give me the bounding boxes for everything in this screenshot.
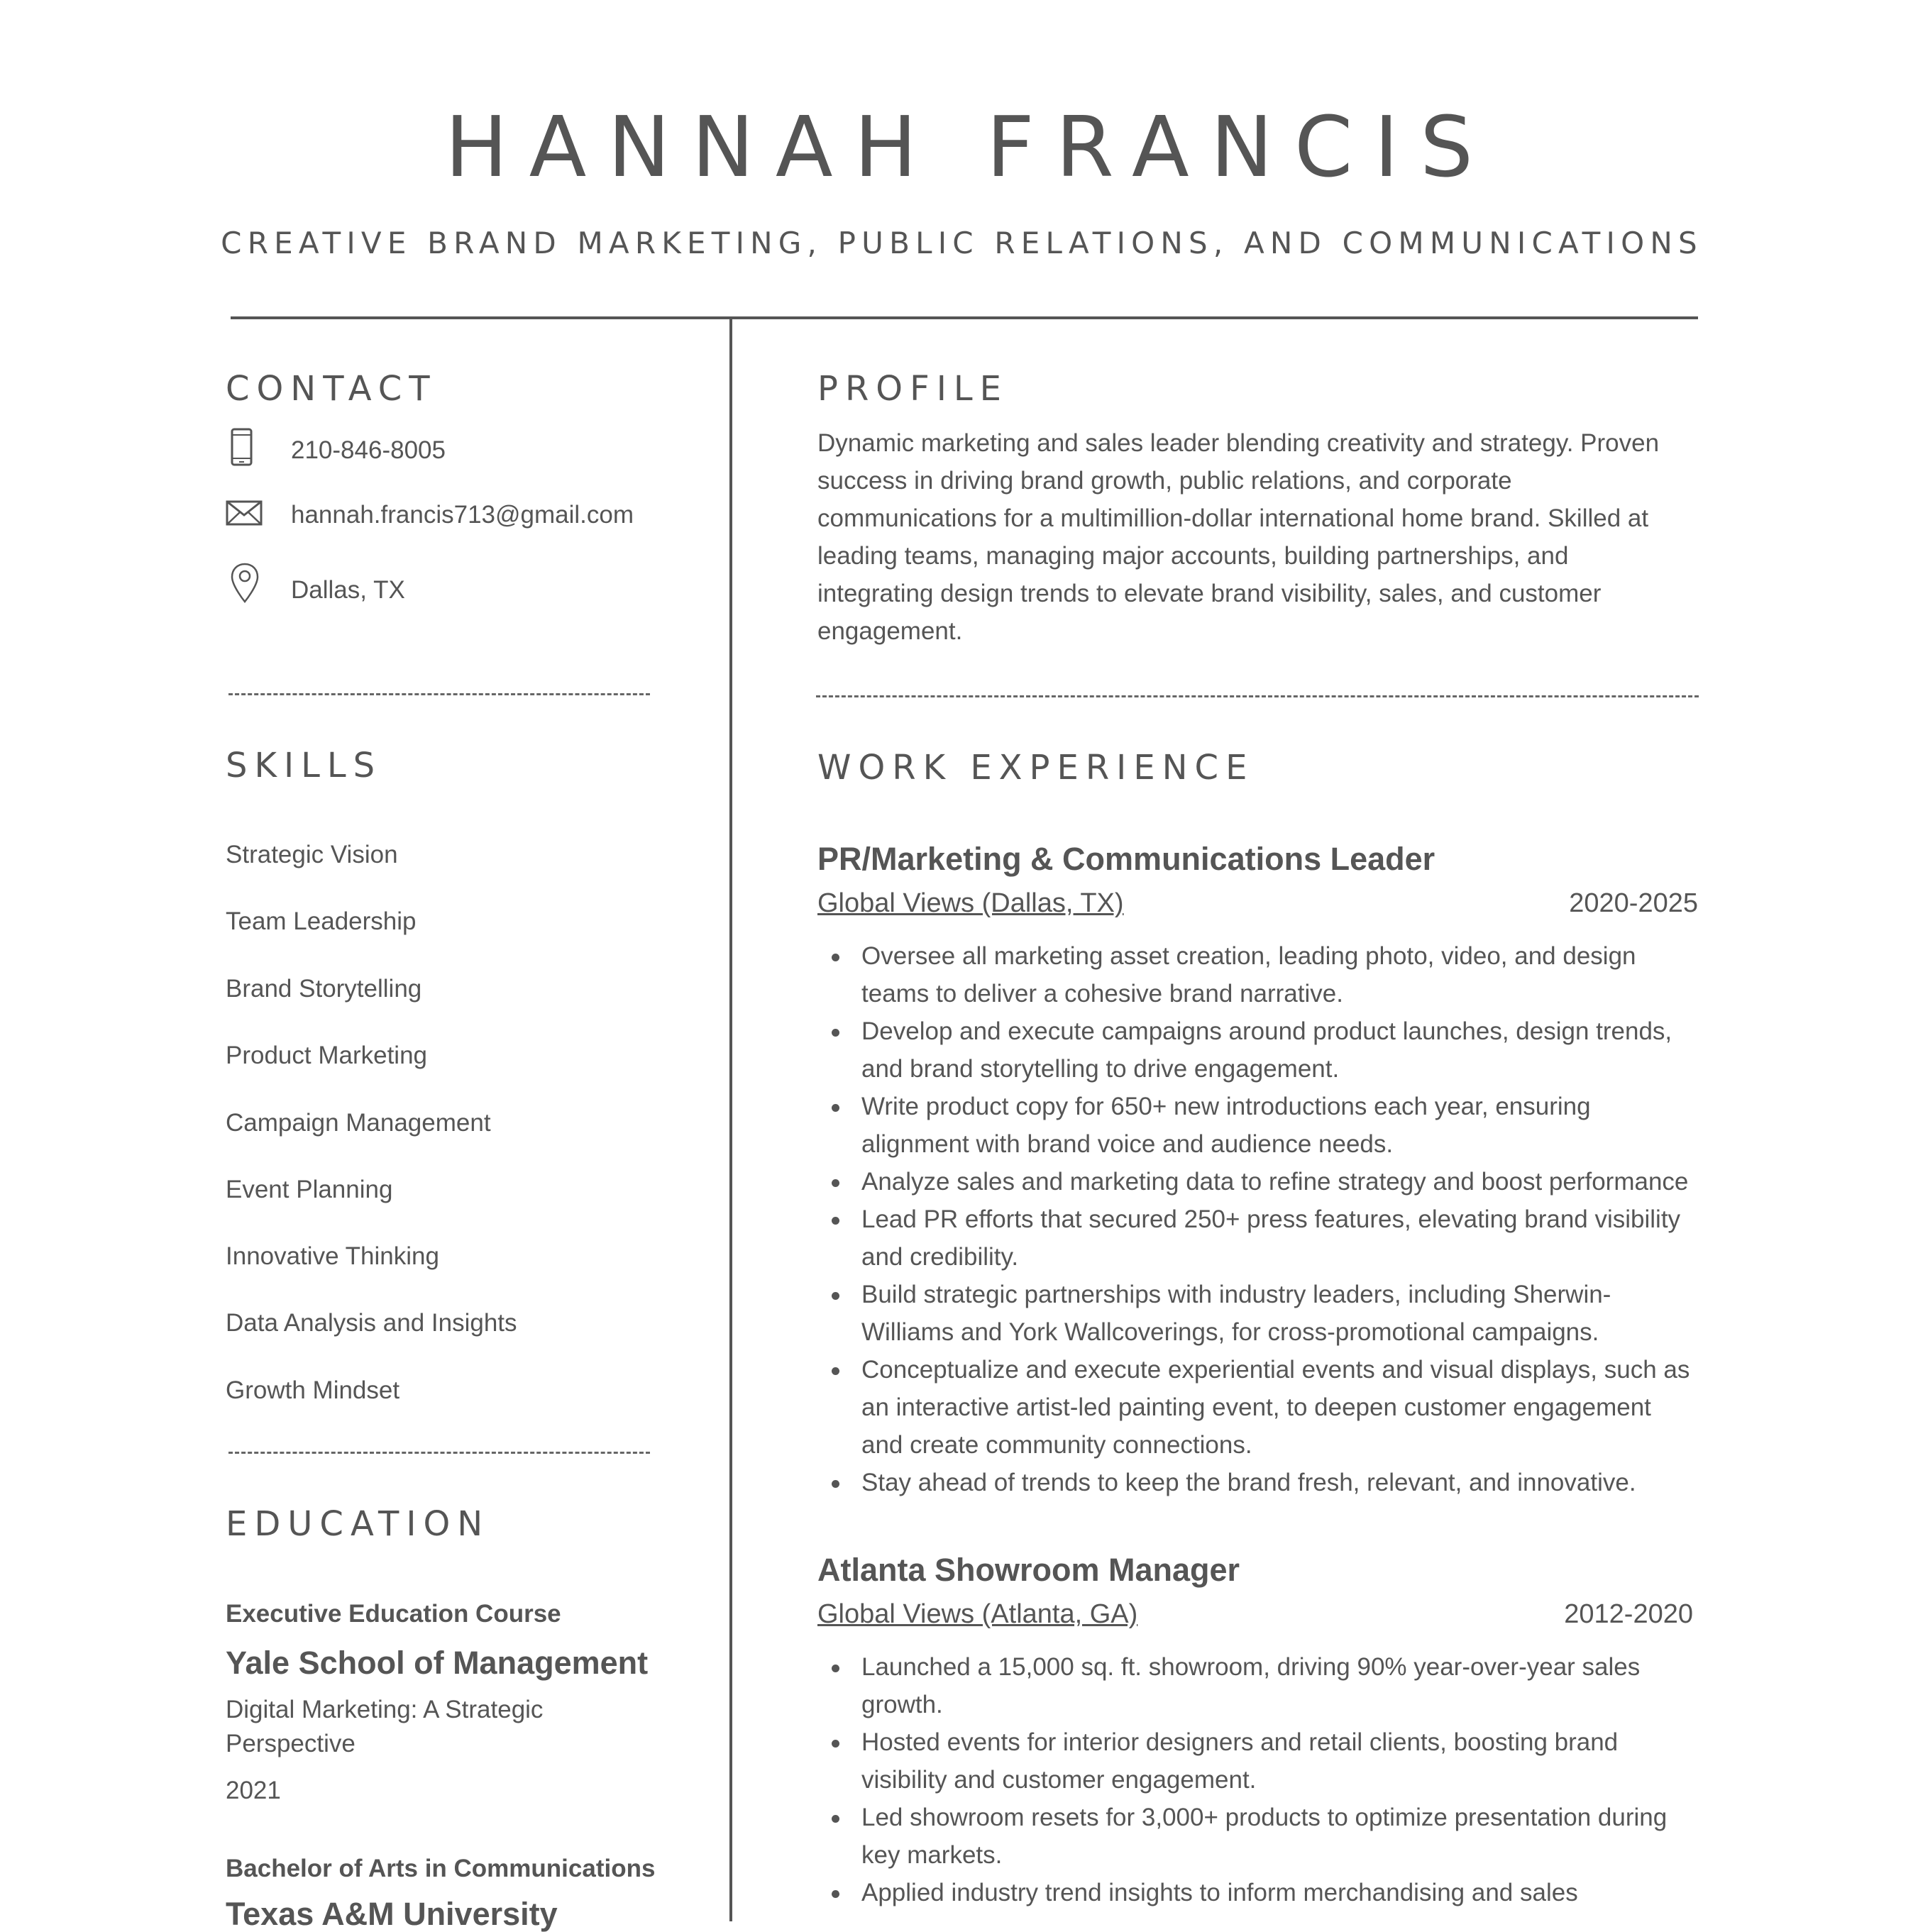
job-title: PR/Marketing & Communications Leader [817, 841, 1435, 877]
profile-line: success in driving brand growth, public relations, and corporate [817, 467, 1512, 495]
bullet-line: Oversee all marketing asset creation, leading photo, video, and design [861, 942, 1636, 970]
column-divider [729, 318, 732, 1921]
bullet-line: Analyze sales and marketing data to refine strategy and boost performance [861, 1168, 1689, 1196]
education-program-line: Perspective [226, 1730, 356, 1757]
skill-item: Growth Mindset [226, 1376, 400, 1404]
bullet-line: Develop and execute campaigns around product launches, design trends, [861, 1017, 1672, 1045]
bullet-line: Launched a 15,000 sq. ft. showroom, driving 90% year-over-year sales [861, 1653, 1641, 1681]
skill-item: Brand Storytelling [226, 975, 422, 1003]
job-years: 2012-2020 [1564, 1599, 1693, 1629]
job-years: 2020-2025 [1569, 888, 1698, 918]
education-program-line: Digital Marketing: A Strategic [226, 1696, 544, 1723]
skills-section-title: SKILLS [226, 746, 382, 785]
job-bullet [817, 1723, 1712, 1799]
job-bullet [817, 1874, 1712, 1911]
bullet-line: key markets. [861, 1841, 1003, 1869]
bullet-line: Write product copy for 650+ new introductions each year, ensuring [861, 1093, 1591, 1120]
contact-location: Dallas, TX [291, 576, 405, 604]
skill-item: Team Leadership [226, 907, 417, 935]
skill-item: Event Planning [226, 1176, 393, 1203]
contact-phone[interactable]: 210-846-8005 [291, 436, 446, 464]
education-program [226, 1693, 543, 1761]
bullet-line: and brand storytelling to drive engagement. [861, 1055, 1340, 1083]
profile-line: leading teams, managing major accounts, building partnerships, and [817, 542, 1569, 570]
bullet-line: Stay ahead of trends to keep the brand fresh, relevant, and innovative. [861, 1469, 1636, 1496]
skill-item: Campaign Management [226, 1109, 491, 1137]
job-bullet [817, 937, 1712, 1012]
profile-section-title: PROFILE [817, 369, 1008, 409]
header-divider [231, 316, 1698, 319]
bullet-line: alignment with brand voice and audience needs. [861, 1130, 1394, 1158]
skill-item: Product Marketing [226, 1042, 428, 1069]
job-title: Atlanta Showroom Manager [817, 1552, 1240, 1588]
profile-divider [816, 695, 1699, 697]
education-year: 2021 [226, 1777, 281, 1804]
bullet-line: growth. [861, 1691, 943, 1718]
mail-icon [226, 500, 263, 526]
skills-divider [228, 1452, 650, 1454]
education-course: Executive Education Course [226, 1600, 561, 1628]
location-pin-icon [231, 563, 259, 604]
job-bullet [817, 1200, 1712, 1276]
bullet-line: visibility and customer engagement. [861, 1766, 1257, 1794]
education-school: Yale School of Management [226, 1645, 649, 1681]
skill-item: Data Analysis and Insights [226, 1309, 517, 1337]
bullet-line: teams to deliver a cohesive brand narrative. [861, 980, 1343, 1008]
bullet-line: Conceptualize and execute experiential events and visual displays, such as [861, 1356, 1690, 1384]
job-bullet [817, 1799, 1712, 1874]
profile-summary [817, 424, 1712, 650]
job-bullet [817, 1351, 1712, 1464]
phone-icon [230, 428, 254, 466]
bullet-line: Build strategic partnerships with industry leaders, including Sherwin- [861, 1281, 1611, 1308]
profile-line: integrating design trends to elevate brand visibility, sales, and customer [817, 580, 1602, 607]
education-section-title: EDUCATION [226, 1504, 490, 1544]
job-company[interactable]: Global Views (Dallas, TX) [817, 888, 1124, 918]
job-bullet [817, 1163, 1712, 1200]
bullet-line: an interactive artist-led painting event, to deepen customer engagement [861, 1393, 1651, 1421]
bullet-line: Led showroom resets for 3,000+ products to optimize presentation during [861, 1804, 1668, 1831]
candidate-name: HANNAH FRANCIS [444, 98, 1495, 196]
job-bullets [817, 937, 1712, 1501]
bullet-line: Applied industry trend insights to inform merchandising and sales [861, 1879, 1578, 1906]
job-bullet [817, 1012, 1712, 1088]
skill-item: Innovative Thinking [226, 1242, 439, 1270]
bullet-line: and credibility. [861, 1243, 1019, 1271]
profile-line: Dynamic marketing and sales leader blending creativity and strategy. Proven [817, 429, 1660, 457]
skill-item: Strategic Vision [226, 841, 398, 868]
contact-email[interactable]: hannah.francis713@gmail.com [291, 501, 634, 529]
candidate-tagline: CREATIVE BRAND MARKETING, PUBLIC RELATIONS, AND COMMUNICATIONS [221, 226, 1703, 260]
job-bullets [817, 1648, 1712, 1911]
job-bullet [817, 1648, 1712, 1723]
bullet-line: Hosted events for interior designers and retail clients, boosting brand [861, 1728, 1619, 1756]
contact-section-title: CONTACT [226, 369, 437, 409]
job-bullet [817, 1088, 1712, 1163]
job-bullet [817, 1464, 1712, 1501]
bullet-line: Lead PR efforts that secured 250+ press features, elevating brand visibility [861, 1205, 1681, 1233]
job-company[interactable]: Global Views (Atlanta, GA) [817, 1599, 1138, 1629]
work-section-title: WORK EXPERIENCE [817, 748, 1255, 788]
profile-line: engagement. [817, 617, 963, 645]
bullet-line: and create community connections. [861, 1431, 1252, 1459]
job-bullet [817, 1276, 1712, 1351]
profile-line: communications for a multimillion-dollar international home brand. Skilled at [817, 504, 1649, 532]
education-course: Bachelor of Arts in Communications [226, 1855, 656, 1882]
bullet-line: Williams and York Wallcoverings, for cross-promotional campaigns. [861, 1318, 1599, 1346]
contact-divider [228, 693, 650, 695]
education-school: Texas A&M University [226, 1896, 558, 1932]
